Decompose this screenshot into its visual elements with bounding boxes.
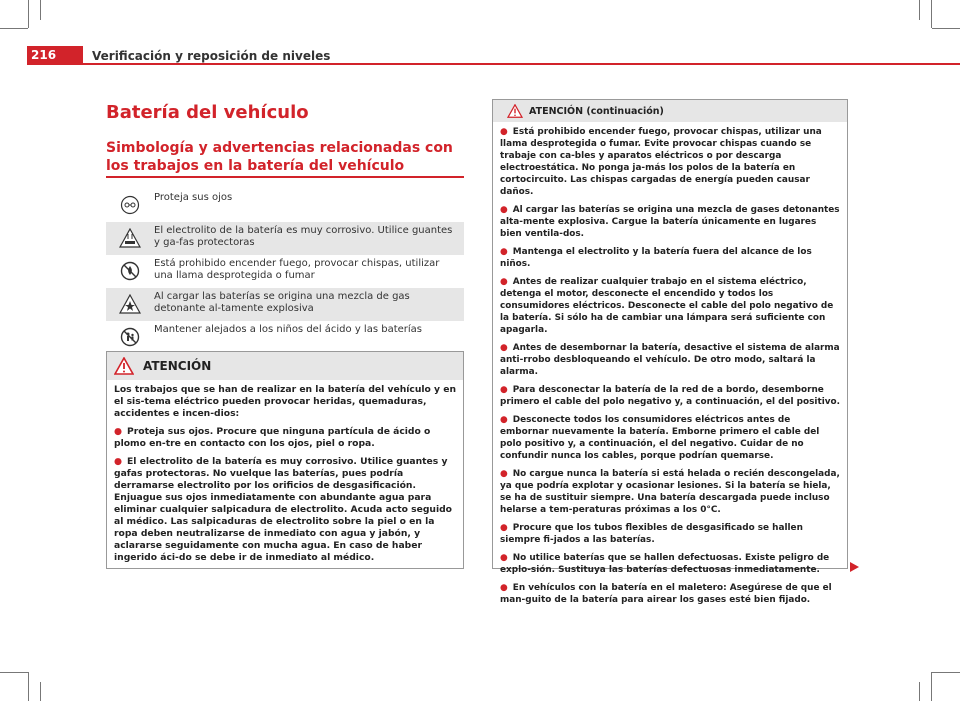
bullet-icon: ● <box>114 456 123 467</box>
subtitle-rule <box>106 176 464 178</box>
bullet-icon: ● <box>500 127 508 137</box>
warning-title: ATENCIÓN <box>143 359 212 373</box>
bullet-icon: ● <box>500 385 508 395</box>
bullet-icon: ● <box>500 205 508 215</box>
bullet-icon: ● <box>500 277 508 287</box>
warning-bullet: ● Desconecte todos los consumidores eléctricos antes de embornar nuevamente la batería. Emborne primero el cable del polo positivo y, a continuación, el del negativo. Cuidar de no confundir nunca los cables, porque podrían quemarse. <box>500 415 820 461</box>
crop-mark <box>40 0 41 20</box>
warning-bullet: ● En vehículos con la batería en el maletero: Asegúrese de que el man-guito de la batería para airear los gases esté bien fijado. <box>500 583 832 605</box>
symbol-text: Mantener alejados a los niños del ácido y las baterías <box>154 324 422 335</box>
warning-box <box>106 351 464 569</box>
warning-bullet: ● No utilice baterías que se hallen defectuosas. Existe peligro de explo-sión. Sustituya las baterías defectuosas inmediatamente. <box>500 553 830 575</box>
corrosive-icon <box>119 228 141 248</box>
warning-bullet: ● Proteja sus ojos. Procure que ninguna partícula de ácido o plomo en-tre en contacto con los ojos, piel o ropa. <box>114 426 431 449</box>
warning-title: ATENCIÓN (continuación) <box>529 105 664 117</box>
crop-mark <box>919 682 920 701</box>
symbol-text: El electrolito de la batería es muy corrosivo. Utilice guantes y ga-fas protectoras <box>154 225 453 248</box>
goggles-icon <box>120 195 140 215</box>
warning-body <box>493 122 847 606</box>
warning-triangle-icon <box>114 357 134 375</box>
continue-arrow-icon <box>850 562 859 572</box>
warning-bullet: ● Para desconectar la batería de la red de a bordo, desemborne primero el cable del polo negativo y, a continuación, el del positivo. <box>500 385 840 407</box>
warning-bullet: ● No cargue nunca la batería si está helada o recién descongelada, ya que podría explotar y ocasionar lesiones. Si la batería se hiela, se ha de sustituir siempre. Una batería descargada puede incluso helarse a tem-peraturas próximas a los 0°C. <box>500 469 840 515</box>
explosive-icon <box>119 294 141 314</box>
bullet-icon: ● <box>500 469 508 479</box>
warning-header <box>107 352 463 380</box>
warning-bullet: ● Mantenga el electrolito y la batería fuera del alcance de los niños. <box>500 247 812 269</box>
warning-intro: Los trabajos que se han de realizar en la batería del vehículo y en el sis-tema eléctrico pueden provocar heridas, quemaduras, accidentes e incen-dios: <box>114 384 456 419</box>
bullet-icon: ● <box>500 523 508 533</box>
crop-mark <box>28 0 29 28</box>
section-subtitle: Simbología y advertencias relacionadas con los trabajos en la batería del vehículo <box>106 140 453 174</box>
bullet-icon: ● <box>500 415 508 425</box>
no-fire-icon <box>120 261 140 281</box>
warning-bullet: ● Está prohibido encender fuego, provocar chispas, utilizar una llama desprotegida o fumar. Evite provocar chispas cuando se trabaje con ca-bles y aparatos eléctricos o por descarga electroestática. No ponga ja-más los polos de la batería en cortocircuito. Las chispas cargadas de energía pueden causar daños. <box>500 127 822 197</box>
warning-bullet: ● Al cargar las baterías se origina una mezcla de gases detonantes alta-mente explosiva. Cargue la batería únicamente en lugares bien ventila-dos. <box>500 205 840 239</box>
keep-children-away-icon <box>120 327 140 347</box>
warning-bullet: ● Procure que los tubos flexibles de desgasificado se hallen siempre fi-jados a las baterías. <box>500 523 803 545</box>
symbol-table <box>106 189 464 354</box>
crop-mark <box>40 682 41 701</box>
symbol-text: Está prohibido encender fuego, provocar chispas, utilizar una llama desprotegida o fumar <box>154 258 440 281</box>
symbol-row <box>106 255 464 288</box>
symbol-row <box>106 189 464 222</box>
crop-mark <box>931 672 932 701</box>
warning-bullet: ● Antes de realizar cualquier trabajo en el sistema eléctrico, detenga el motor, desconecte el encendido y todos los consumidores eléctricos. Desconecte el cable del polo negativo de la batería. Si sólo ha de cambiar una lámpara será suficiente con apagarla. <box>500 277 834 335</box>
symbol-row <box>106 288 464 321</box>
warning-box-continued <box>492 99 848 605</box>
crop-mark <box>0 672 28 673</box>
symbol-text: Proteja sus ojos <box>154 192 233 203</box>
section-title: Batería del vehículo <box>106 102 309 123</box>
crop-mark <box>0 28 28 29</box>
bullet-icon: ● <box>500 247 508 257</box>
page-number: 216 <box>27 46 83 65</box>
running-title: Verificación y reposición de niveles <box>92 49 331 63</box>
warning-bullet: ● Antes de desembornar la batería, desactive el sistema de alarma anti-rrobo desbloqueando el vehículo. De otro modo, saltará la alarma. <box>500 343 840 377</box>
symbol-row <box>106 321 464 354</box>
warning-bullet: ● El electrolito de la batería es muy corrosivo. Utilice guantes y gafas protectoras. No vuelque las baterías, pues podría derramarse electrolito por los orificios de desgasificación. Enjuague sus ojos inmediatamente con abundante agua para eliminar cualquier salpicadura de electrolito. Acuda acto seguido al médico. Las salpicaduras de electrolito sobre la piel o en la ropa deben neutralizarse de inmediato con agua y jabón, y aclararse seguidamente con mucha agua. En caso de haber ingerido áci-do se debe ir de inmediato al médico. <box>114 456 452 563</box>
warning-triangle-icon <box>507 104 523 118</box>
bullet-icon: ● <box>500 553 508 563</box>
crop-mark <box>932 672 960 673</box>
warning-header <box>493 100 847 122</box>
bullet-icon: ● <box>500 583 508 593</box>
symbol-row <box>106 222 464 255</box>
symbol-text: Al cargar las baterías se origina una mezcla de gas detonante al-tamente explosiva <box>154 291 410 314</box>
crop-mark <box>28 672 29 701</box>
crop-mark <box>919 0 920 20</box>
crop-mark <box>932 28 960 29</box>
header-rule <box>83 63 960 65</box>
bullet-icon: ● <box>114 426 123 437</box>
warning-body <box>107 380 463 564</box>
crop-mark <box>931 0 932 28</box>
bullet-icon: ● <box>500 343 508 353</box>
